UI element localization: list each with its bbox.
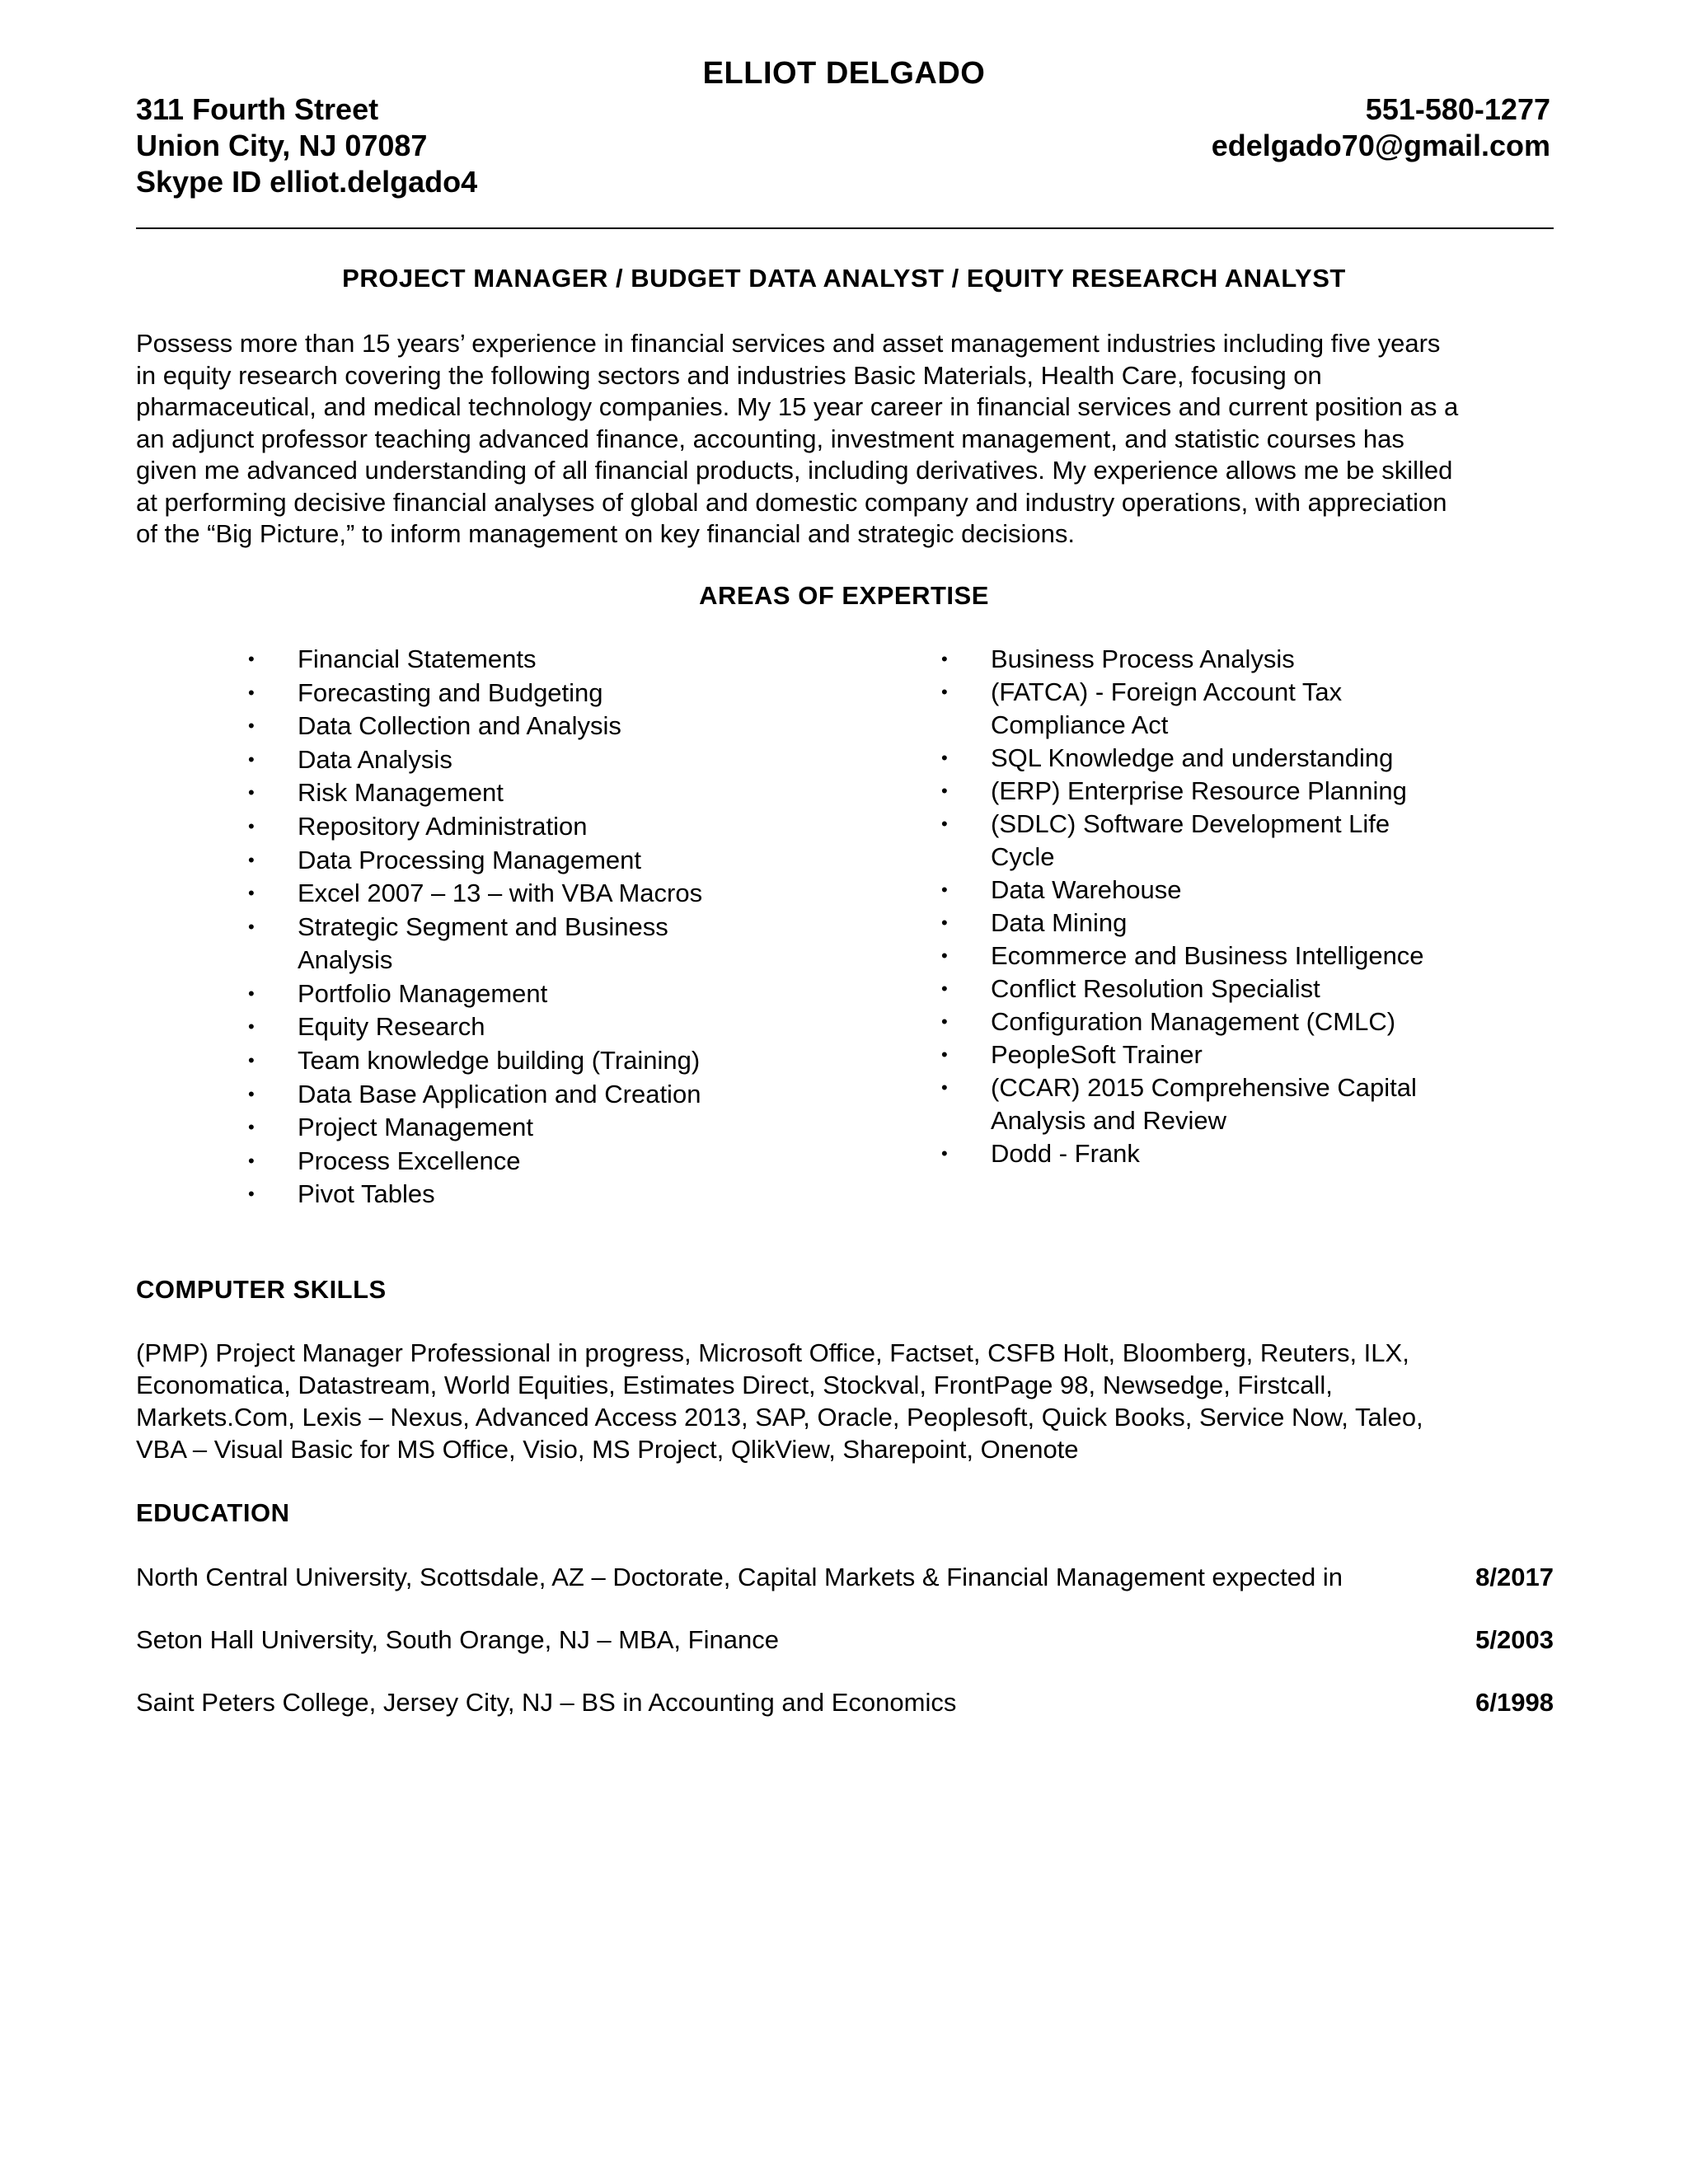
bullet-icon: • (941, 682, 948, 702)
bullet-icon: • (248, 649, 255, 669)
candidate-name: ELLIOT DELGADO (702, 56, 986, 91)
expertise-item (248, 1044, 702, 1078)
expertise-item-text: Equity Research (298, 1012, 485, 1042)
expertise-item (248, 1178, 702, 1212)
expertise-item (941, 940, 1424, 972)
expertise-item (248, 1010, 702, 1044)
expertise-item (248, 643, 702, 677)
bullet-icon: • (941, 1143, 948, 1164)
expertise-item (941, 1005, 1424, 1038)
bullet-icon: • (941, 1044, 948, 1065)
bullet-icon: • (941, 649, 948, 669)
expertise-item (248, 1145, 702, 1179)
expertise-item-text: Data Processing Management (298, 845, 642, 874)
summary-line: pharmaceutical, and medical technology companies. My 15 year career in financial services and current position as a (136, 392, 1459, 421)
expertise-item-text: (ERP) Enterprise Resource Planning (991, 776, 1407, 805)
expertise-item (248, 1078, 702, 1112)
expertise-item-text: Excel 2007 – 13 – with VBA Macros (298, 879, 703, 908)
bullet-icon: • (941, 780, 948, 801)
expertise-item-text: Conflict Resolution Specialist (991, 974, 1320, 1003)
expertise-item-text: Risk Management (298, 778, 504, 808)
expertise-item (248, 844, 702, 878)
expertise-item (941, 676, 1424, 742)
bullet-icon: • (248, 815, 255, 837)
education-entry (136, 1688, 1554, 1721)
bullet-icon: • (248, 715, 255, 737)
expertise-item-text: Team knowledge building (Training) (298, 1045, 701, 1075)
bullet-icon: • (248, 682, 255, 703)
bullet-icon: • (248, 982, 255, 1004)
bullet-icon: • (248, 1049, 255, 1071)
bullet-icon: • (941, 912, 948, 933)
expertise-item (248, 776, 702, 810)
expertise-item-text: Business Process Analysis (991, 644, 1295, 673)
expertise-item-text: Pivot Tables (298, 1179, 435, 1209)
expertise-item (941, 808, 1424, 874)
expertise-heading: AREAS OF EXPERTISE (699, 581, 989, 610)
skills-line: Markets.Com, Lexis – Nexus, Advanced Access 2013, SAP, Oracle, Peoplesoft, Quick Books, Service Now, Taleo, (136, 1403, 1423, 1432)
skills-line: Economatica, Datastream, World Equities, Estimates Direct, Stockval, FrontPage 98, Newsedge, Firstcall, (136, 1371, 1333, 1399)
expertise-item (941, 1038, 1424, 1071)
bullet-icon: • (941, 1077, 948, 1098)
expertise-item-text: Data Base Application and Creation (298, 1079, 701, 1108)
bullet-icon: • (248, 883, 255, 904)
education-school: North Central University, Scottsdale, AZ – Doctorate, Capital Markets & Financial Management expected in (136, 1563, 1343, 1591)
skills-line: (PMP) Project Manager Professional in progress, Microsoft Office, Factset, CSFB Holt, Bloomberg, Reuters, ILX, (136, 1338, 1409, 1367)
expertise-item-text: Data Mining (991, 908, 1128, 937)
bullet-icon: • (941, 1011, 948, 1032)
expertise-item-text: Cycle (991, 842, 1055, 871)
expertise-item-text: Dodd - Frank (991, 1139, 1140, 1168)
expertise-item-text: (CCAR) 2015 Comprehensive Capital (991, 1073, 1417, 1102)
summary-line: an adjunct professor teaching advanced finance, accounting, investment management, and statistic courses has (136, 424, 1404, 453)
address-line-1: 311 Fourth Street (136, 92, 379, 126)
expertise-item-text: Strategic Segment and Business (298, 912, 668, 941)
header-divider (136, 227, 1554, 229)
expertise-item (248, 710, 702, 743)
expertise-item-text: Data Analysis (298, 744, 452, 774)
expertise-item (248, 877, 703, 911)
bullet-icon: • (941, 945, 948, 966)
education-entry (136, 1563, 1554, 1596)
education-school: Saint Peters College, Jersey City, NJ – BS in Accounting and Economics (136, 1688, 957, 1717)
expertise-item (941, 1071, 1424, 1137)
summary-line: given me advanced understanding of all financial products, including derivatives. My experience allows me be skilled (136, 456, 1453, 485)
bullet-icon: • (248, 1083, 255, 1104)
expertise-item-text: Compliance Act (991, 710, 1169, 739)
expertise-item-text: Data Collection and Analysis (298, 711, 621, 741)
expertise-item-text: Analysis and Review (991, 1106, 1227, 1135)
summary-line: Possess more than 15 years’ experience in financial services and asset management industries including five years (136, 329, 1441, 358)
expertise-item (248, 743, 702, 777)
computer-skills-heading: COMPUTER SKILLS (136, 1275, 387, 1304)
expertise-item (248, 677, 702, 710)
expertise-item-text: Process Excellence (298, 1146, 521, 1175)
email-address: edelgado70@gmail.com (1211, 129, 1550, 162)
expertise-item-text: Repository Administration (298, 811, 588, 841)
expertise-item-text: PeopleSoft Trainer (991, 1040, 1203, 1069)
summary-line: in equity research covering the following sectors and industries Basic Materials, Health Care, focusing on (136, 360, 1322, 390)
summary-line: of the “Big Picture,” to inform management on key financial and strategic decisions. (136, 519, 1075, 548)
bullet-icon: • (941, 978, 948, 999)
expertise-item (941, 643, 1424, 676)
education-date: 8/2017 (1475, 1563, 1554, 1591)
address-line-2: Union City, NJ 07087 (136, 129, 428, 162)
bullet-icon: • (248, 782, 255, 804)
summary-line: at performing decisive financial analyses of global and domestic company and industry operations, with appreciation (136, 487, 1447, 517)
expertise-item (248, 911, 702, 977)
expertise-item (941, 775, 1424, 808)
computer-skills-paragraph (136, 1337, 1570, 1465)
expertise-item-text: (SDLC) Software Development Life (991, 809, 1390, 838)
bullet-icon: • (248, 916, 255, 937)
bullet-icon: • (941, 879, 948, 900)
expertise-item-text: SQL Knowledge and understanding (991, 743, 1394, 772)
expertise-item (248, 977, 702, 1011)
expertise-item-text: Configuration Management (CMLC) (991, 1007, 1396, 1036)
education-date: 6/1998 (1475, 1688, 1554, 1717)
expertise-item (941, 907, 1424, 940)
expertise-list-right (941, 643, 1424, 1170)
expertise-item-text: Data Warehouse (991, 875, 1182, 904)
bullet-icon: • (248, 1117, 255, 1138)
phone-number: 551-580-1277 (1365, 92, 1550, 126)
skills-line: VBA – Visual Basic for MS Office, Visio, MS Project, QlikView, Sharepoint, Onenote (136, 1435, 1079, 1464)
job-headline: PROJECT MANAGER / BUDGET DATA ANALYST / EQUITY RESEARCH ANALYST (342, 264, 1346, 293)
expertise-item (941, 1137, 1424, 1170)
skype-id: Skype ID elliot.delgado4 (136, 165, 478, 199)
expertise-item (248, 810, 702, 844)
expertise-item-text: Project Management (298, 1113, 534, 1142)
education-entry (136, 1625, 1554, 1658)
expertise-item (941, 874, 1424, 907)
bullet-icon: • (248, 1016, 255, 1038)
bullet-icon: • (941, 813, 948, 834)
education-school: Seton Hall University, South Orange, NJ – MBA, Finance (136, 1625, 779, 1654)
expertise-item (248, 1111, 702, 1145)
bullet-icon: • (248, 1150, 255, 1171)
expertise-item-text: Forecasting and Budgeting (298, 677, 603, 707)
expertise-item-text: Portfolio Management (298, 978, 548, 1008)
education-date: 5/2003 (1475, 1625, 1554, 1654)
bullet-icon: • (941, 748, 948, 768)
bullet-icon: • (248, 748, 255, 770)
expertise-item-text: Ecommerce and Business Intelligence (991, 941, 1424, 970)
education-heading: EDUCATION (136, 1498, 290, 1527)
bullet-icon: • (248, 1183, 255, 1205)
expertise-item-text: (FATCA) - Foreign Account Tax (991, 677, 1343, 706)
expertise-list-left (248, 643, 703, 1212)
summary-paragraph (136, 328, 1570, 551)
expertise-item-text: Financial Statements (298, 644, 537, 673)
expertise-item (941, 742, 1424, 775)
expertise-item (941, 972, 1424, 1005)
expertise-item-text: Analysis (298, 944, 393, 974)
bullet-icon: • (248, 849, 255, 870)
